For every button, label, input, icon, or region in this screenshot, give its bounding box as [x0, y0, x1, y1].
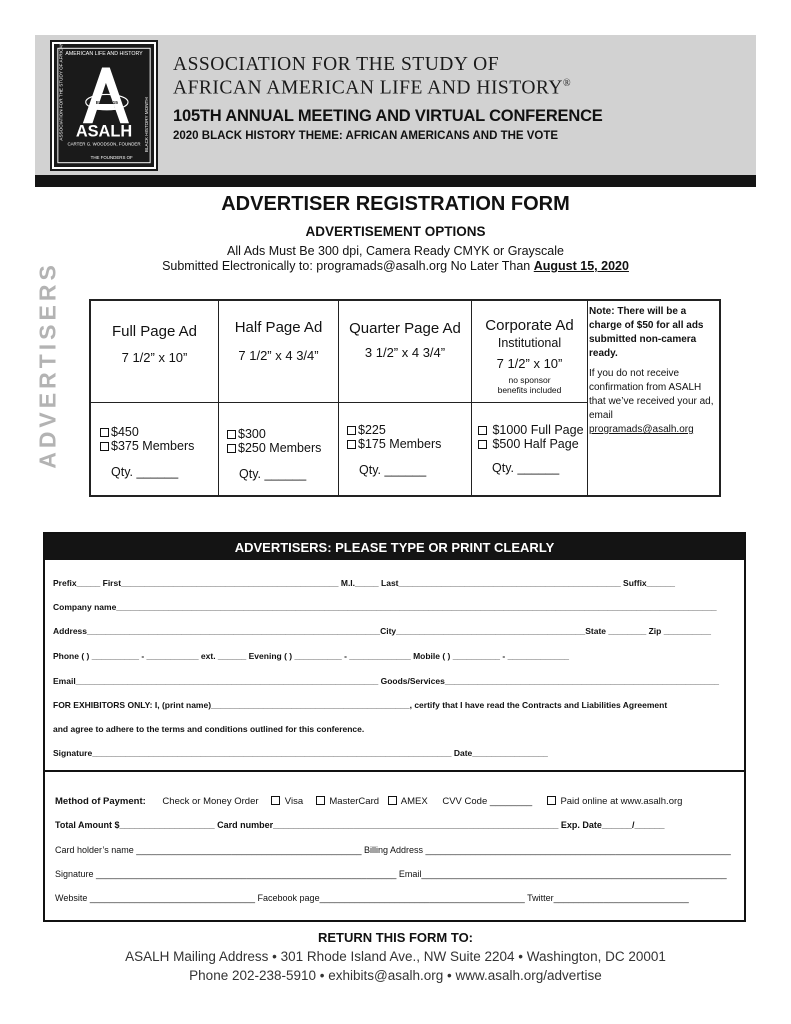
checkbox[interactable] [271, 796, 280, 805]
card-holder-billing-fields[interactable]: Card holder’s name _____________________________________________ Billing Address _____________________________________________________________ [55, 845, 731, 855]
payment-method-label: Method of Payment: [55, 796, 146, 807]
ad-size: 7 1/2” x 10” [496, 356, 563, 371]
organization-name-line1: ASSOCIATION FOR THE STUDY OF [173, 54, 500, 75]
checkbox[interactable] [478, 440, 487, 449]
advertiser-info-form [43, 532, 746, 922]
checkbox[interactable] [100, 442, 109, 451]
logo-side-text-right: BLACK HISTORY MONTH [144, 97, 150, 153]
side-label [28, 261, 68, 469]
checkbox[interactable] [547, 796, 556, 805]
price-label: $225 [358, 423, 386, 437]
quantity-field[interactable]: Qty. ______ [111, 465, 179, 479]
price-option[interactable] [478, 423, 584, 437]
agreement-text: and agree to adhere to the terms and conditions outlined for this conference. [53, 724, 365, 734]
paid-online-option[interactable]: Paid online at www.asalh.org [547, 796, 683, 807]
submission-info-text: Submitted Electronically to: programads@asalh.org No Later Than [162, 259, 534, 273]
member-price-option[interactable] [227, 441, 321, 455]
asalh-logo [52, 42, 156, 169]
price-label: $375 Members [111, 439, 195, 453]
note-box [589, 305, 719, 437]
check-money-order: Check or Money Order [162, 796, 259, 807]
ad-requirements: All Ads Must Be 300 dpi, Camera Ready CMYK or Grayscale [227, 244, 564, 258]
ad-size: 3 1/2” x 4 3/4” [364, 345, 446, 360]
meeting-title: 105TH ANNUAL MEETING AND VIRTUAL CONFERENCE [173, 107, 603, 125]
visa-option[interactable]: Visa [271, 796, 303, 807]
logo-side-text-left: ASSOCIATION FOR THE STUDY OF AFRICAN [58, 44, 64, 141]
signature-date-fields[interactable]: Signature____________________________________________________________________________ Date________________ [53, 748, 548, 758]
ad-subtitle: Institutional [497, 336, 562, 350]
logo-arc-text: AMERICAN LIFE AND HISTORY [65, 51, 143, 58]
address-fields[interactable]: Address______________________________________________________________City________________________________________State ________ Zip __________ [53, 626, 711, 636]
note-email-link[interactable]: programads@asalh.org [589, 424, 694, 435]
note-bold-text: Note: There will be a charge of $50 for all ads submitted non-camera ready. [589, 306, 704, 359]
price-label: $450 [111, 425, 139, 439]
card-details-fields[interactable]: Total Amount $___________________ Card number_________________________________________________________ Exp. Date______/______ [55, 820, 665, 830]
submission-info [0, 259, 791, 273]
checkbox[interactable] [227, 444, 236, 453]
member-price-option[interactable] [100, 439, 194, 453]
half-page-price-option[interactable] [478, 437, 579, 451]
price-option[interactable] [227, 427, 266, 441]
checkbox[interactable] [227, 430, 236, 439]
section-divider [45, 770, 744, 772]
quantity-field[interactable]: Qty. ______ [359, 463, 427, 477]
contact-info: Phone 202-238-5910 • exhibits@asalh.org • www.asalh.org/advertise [189, 968, 602, 983]
ad-name: Half Page Ad [234, 319, 323, 336]
checkbox[interactable] [478, 426, 487, 435]
price-label: $250 Members [238, 441, 322, 455]
ad-option-half-page [219, 301, 339, 495]
ad-name: Corporate Ad [485, 317, 574, 334]
ad-option-corporate [472, 301, 588, 495]
checkbox[interactable] [316, 796, 325, 805]
quantity-field[interactable]: Qty. ______ [239, 467, 307, 481]
ad-name: Full Page Ad [111, 323, 198, 340]
registered-mark: ® [562, 78, 572, 89]
checkbox[interactable] [100, 428, 109, 437]
website-social-fields[interactable]: Website _________________________________ Facebook page_________________________________________ Twitter___________________________ [55, 893, 689, 903]
phone-fields[interactable]: Phone ( ) __________ - ___________ ext. ______ Evening ( ) __________ - _____________ Mobile ( ) __________ - _____________ [53, 651, 570, 661]
exhibitors-certify-field[interactable]: FOR EXHIBITORS ONLY: I, (print name)__________________________________________, certify that I have read the Contracts and Liabilities Agreement [53, 700, 668, 710]
checkbox[interactable] [347, 440, 356, 449]
price-label: $175 Members [358, 437, 442, 451]
ad-size: 7 1/2” x 10” [121, 350, 188, 365]
ad-note-line2: benefits included [497, 385, 562, 395]
ad-option-full-page [91, 301, 219, 495]
ad-note-line1: no sponsor [508, 375, 551, 385]
amex-option[interactable]: AMEX [388, 796, 428, 807]
signature-email-fields[interactable]: Signature ____________________________________________________________ Email_____________________________________________________________ [55, 869, 727, 879]
name-fields[interactable]: Prefix_____ First______________________________________________ M.I._____ Last_______________________________________________ Suffix______ [53, 578, 676, 588]
ad-name: Quarter Page Ad [349, 320, 461, 337]
ad-size: 7 1/2” x 4 3/4” [238, 348, 319, 363]
checkbox[interactable] [347, 426, 356, 435]
payment-method-row [55, 796, 682, 807]
submission-deadline: August 15, 2020 [533, 259, 629, 273]
options-title: ADVERTISEMENT OPTIONS [305, 224, 486, 239]
quantity-field[interactable]: Qty. ______ [492, 461, 560, 475]
mastercard-option[interactable]: MasterCard [316, 796, 379, 807]
organization-name [173, 55, 571, 98]
price-label: $500 Half Page [492, 437, 579, 451]
side-label-text: ADVERTISERS [34, 261, 61, 469]
ad-options-table [89, 299, 721, 497]
price-option[interactable] [347, 423, 386, 437]
logo-est: EST. 1915 [95, 101, 118, 107]
meeting-theme: 2020 BLACK HISTORY THEME: AFRICAN AMERICANS AND THE VOTE [173, 130, 559, 142]
cvv-field[interactable]: CVV Code ________ [442, 796, 533, 807]
organization-name-line2: AFRICAN AMERICAN LIFE AND HISTORY [173, 77, 563, 99]
checkbox[interactable] [388, 796, 397, 805]
price-label: $300 [238, 427, 266, 441]
logo-name: ASALH [75, 122, 133, 141]
price-label: $1000 Full Page [492, 423, 584, 437]
email-goods-fields[interactable]: Email________________________________________________________________ Goods/Services__________________________________________________________ [53, 676, 720, 686]
header-divider-bar [35, 175, 756, 187]
advertiser-header: ADVERTISERS: PLEASE TYPE OR PRINT CLEARLY [45, 534, 744, 560]
return-title: RETURN THIS FORM TO: [317, 930, 474, 945]
price-option[interactable] [100, 425, 139, 439]
asalh-logo-graphic [54, 44, 154, 167]
note-text: If you do not receive confirmation from ASALH that we’ve received your ad, email [589, 368, 714, 421]
member-price-option[interactable] [347, 437, 441, 451]
logo-founder: CARTER G. WOODSON, FOUNDER [67, 141, 141, 147]
ad-option-quarter-page [339, 301, 472, 495]
company-field[interactable]: Company name_______________________________________________________________________________________________________________________________ [53, 602, 717, 612]
form-title: ADVERTISER REGISTRATION FORM [221, 193, 570, 215]
mailing-address: ASALH Mailing Address • 301 Rhode Island Ave., NW Suite 2204 • Washington, DC 20001 [125, 949, 666, 964]
logo-bottom-text: THE FOUNDERS OF [90, 154, 133, 160]
